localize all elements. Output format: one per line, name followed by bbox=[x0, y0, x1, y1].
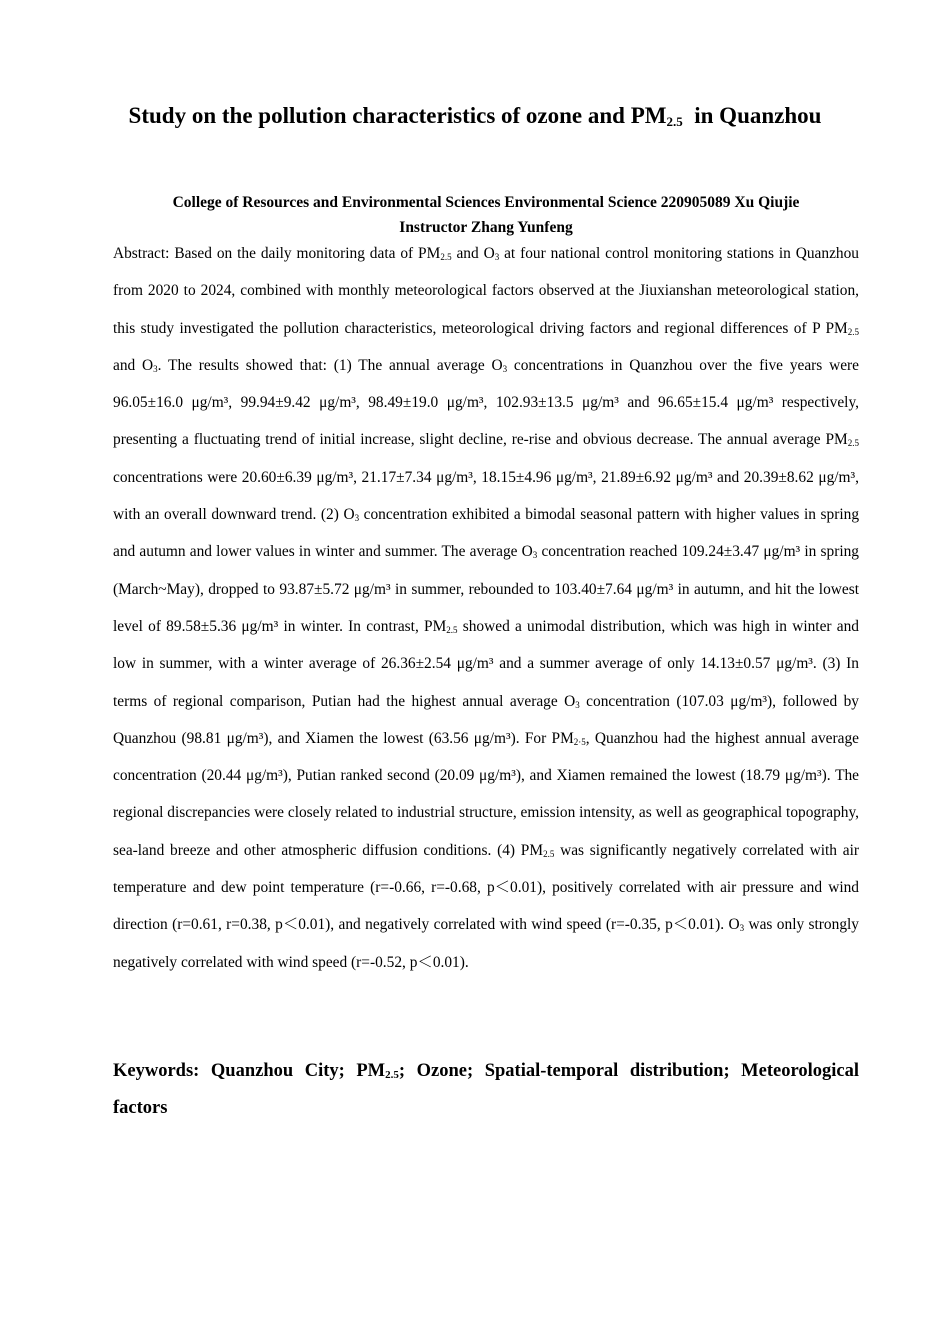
abstract-text: at four national control monitoring stations in Quanzhou from 2020 to 2024, combined with monthly meteorological factors observed at the Jiuxianshan meteorological station, this study investigated the pollution characteristics, meteorological driving factors and regional differences of P PM bbox=[113, 245, 859, 337]
author-affiliation bbox=[113, 190, 859, 240]
abstract-text: showed a unimodal distribution, which was high in winter and low in summer, with a winter average of 26.36±2.54 μg/m³ and a summer average of only 14.13±0.57 μg/m³. (3) In terms of regional comparison, Putian had the highest annual average O bbox=[113, 617, 859, 710]
paper-title bbox=[60, 98, 890, 134]
subscript: 2.5 bbox=[440, 252, 452, 262]
instructor-line: Instructor Zhang Yunfeng bbox=[399, 219, 573, 236]
abstract-text: was significantly negatively correlated with air temperature and dew point temperature (r=-0.66, r=-0.68, p＜0.01), positively correlated with air pressure and wind direction (r=0.61, r=0.38, p＜0.01), and negatively correlated with wind speed (r=-0.35, p＜0.01). O bbox=[113, 841, 859, 934]
abstract-text: . The results showed that: (1) The annual average O bbox=[157, 356, 503, 374]
abstract-paragraph bbox=[113, 235, 859, 981]
abstract-text: concentration reached 109.24±3.47 μg/m³ in spring (March~May), dropped to 93.87±5.72 μg/m³ in summer, rebounded to 103.40±7.64 μg/m³ in autumn, and hit the lowest level of 89.58±5.36 μg/m³ in winter. In contrast, PM bbox=[113, 543, 859, 635]
abstract-text: Abstract: Based on the daily monitoring data of PM bbox=[113, 245, 441, 262]
subscript: 3 bbox=[575, 699, 580, 710]
subscript: 3 bbox=[494, 252, 500, 262]
subscript: 3 bbox=[502, 363, 508, 374]
subscript: 3 bbox=[739, 923, 745, 934]
abstract-text: and O bbox=[113, 356, 154, 374]
subscript: 2·5 bbox=[573, 736, 586, 747]
subscript: 2.5 bbox=[847, 438, 859, 449]
keywords-text-1: Keywords: Quanzhou City; PM bbox=[113, 1061, 386, 1081]
abstract-text: , Quanzhou had the highest annual average concentration (20.44 μg/m³), Putian ranked second (20.09 μg/m³), and Xiamen remained the lowest (18.79 μg/m³). The regional discrepancies were closely related to industrial structure, emission intensity, as well as geographical topography, sea-land breeze and other atmospheric diffusion conditions. (4) PM bbox=[113, 729, 859, 859]
abstract-text: was only strongly negatively correlated with wind speed (r=-0.52, p＜0.01). bbox=[113, 916, 859, 971]
abstract-text: concentration (107.03 μg/m³), followed by Quanzhou (98.81 μg/m³), and Xiamen the lowest (63.56 μg/m³). For PM bbox=[113, 692, 859, 747]
subscript: 2.5 bbox=[446, 624, 458, 635]
keywords-paragraph bbox=[113, 1053, 859, 1127]
abstract-text: concentrations were 20.60±6.39 μg/m³, 21.17±7.34 μg/m³, 18.15±4.96 μg/m³, 21.89±6.92 μg/m³ and 20.39±8.62 μg/m³, with an overall downward trend. (2) O bbox=[113, 468, 859, 524]
subscript: 2.5 bbox=[847, 326, 859, 337]
abstract-text: concentration exhibited a bimodal seasonal pattern with higher values in spring and autumn and lower values in winter and summer. The average O bbox=[113, 506, 860, 561]
keywords-subscript: 2.5 bbox=[385, 1069, 399, 1081]
subscript: 3 bbox=[153, 363, 158, 374]
abstract-text: concentrations in Quanzhou over the five years were 96.05±16.0 μg/m³, 99.94±9.42 μg/m³, 98.49±19.0 μg/m³, 102.93±13.5 μg/m³ and 96.65±15.4 μg/m³ respectively, presenting a fluctuating trend of initial increase, slight decline, re-rise and obvious decrease. The annual average PM bbox=[113, 356, 860, 449]
title-text-2: in Quanzhou bbox=[682, 103, 822, 128]
title-subscript: 2.5 bbox=[666, 114, 683, 129]
affiliation-line: College of Resources and Environmental Sciences Environmental Science 220905089 Xu Qiujie bbox=[172, 194, 800, 211]
keywords-text-2: ; Ozone; Spatial-temporal distribution; Meteorological factors bbox=[113, 1061, 859, 1118]
subscript: 3 bbox=[354, 513, 360, 524]
subscript: 2.5 bbox=[543, 848, 555, 859]
abstract-text: and O bbox=[451, 245, 495, 262]
subscript: 3 bbox=[532, 550, 538, 561]
title-text-1: Study on the pollution characteristics of ozone and PM bbox=[128, 103, 667, 128]
